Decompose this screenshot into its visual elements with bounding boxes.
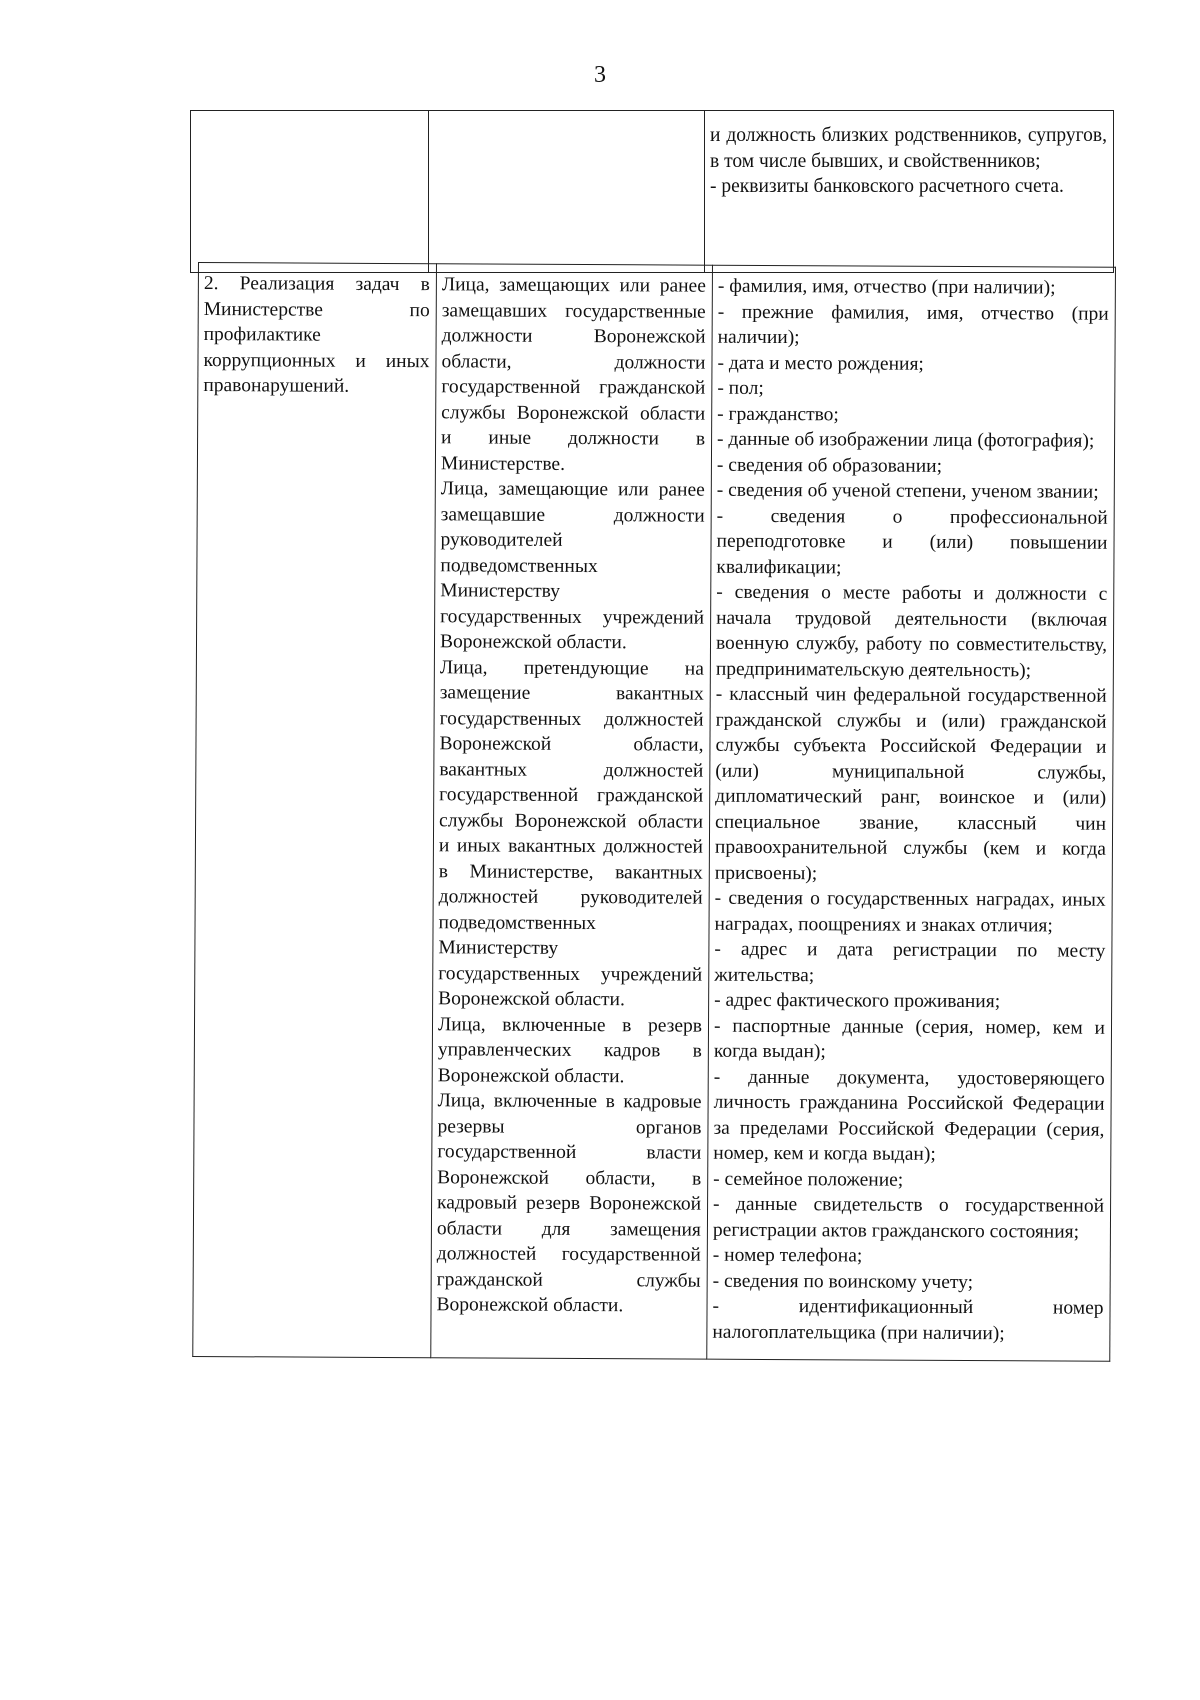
list-item: - реквизиты банковского расчетного счета. xyxy=(710,176,1064,197)
list-item: и должность близких родственников, супругов, в том числе бывших, и свойственников; xyxy=(710,125,1107,172)
list-item: - пол; xyxy=(717,377,764,399)
list-item: - номер телефона; xyxy=(712,1244,863,1267)
cell-purpose xyxy=(193,263,437,1358)
list-item: - адрес и дата регистрации по месту жительства; xyxy=(714,938,1106,986)
cell-subjects-empty xyxy=(429,111,705,273)
list-item: - сведения о государственных наградах, иных наградах, поощрениях и знаках отличия; xyxy=(714,887,1106,936)
subject-item: Лица, замещающие или ранее замещавшие должности руководителей подведомственных Министерству государственных учреждений Воронежской области. xyxy=(439,478,705,654)
list-item: - семейное положение; xyxy=(713,1168,904,1191)
list-item: - сведения об ученой степени, ученом звании; xyxy=(716,479,1099,503)
list-item: - идентификационный номер налогоплательщика (при наличии); xyxy=(712,1295,1104,1344)
list-item: - адрес фактического проживания; xyxy=(714,989,1001,1013)
list-item: - дата и место рождения; xyxy=(717,352,924,375)
list-item: - классный чин федеральной государственной гражданской службы и (или) гражданской службы субъекта Российской Федерации и (или) муниципальной службы, дипломатический ранг, воинское и (или) специальное звание, классный чин правоохранительной службы (кем и когда присвоены); xyxy=(714,683,1107,884)
list-item: - паспортные данные (серия, номер, кем и когда выдан); xyxy=(713,1015,1106,1063)
list-item: - данные свидетельств о государственной регистрации актов гражданского состояния; xyxy=(712,1193,1105,1243)
table-continuation xyxy=(190,110,1114,273)
subject-item: Лица, включенные в резерв управленческих кадров в Воронежской области. xyxy=(437,1013,703,1087)
page-number: 3 xyxy=(594,62,606,88)
cell-data-continued xyxy=(705,111,1114,273)
subject-item: Лица, замещающих или ранее замещавших государственные должности Воронежской области, должности государственной гражданской службы Воронежской области и иные должности в Министерстве. xyxy=(440,274,706,475)
cell-purpose-empty xyxy=(191,111,429,273)
list-item: - фамилия, имя, отчество (при наличии); xyxy=(717,275,1056,299)
purpose-text: 2. Реализация задач в Министерстве по профилактике коррупционных и иных правонарушений. xyxy=(203,273,430,397)
cell-data-list xyxy=(707,265,1116,1361)
list-item: - данные документа, удостоверяющего личность гражданина Российской Федерации за пределами Российской Федерации (серия, номер, кем и когда выдан); xyxy=(713,1066,1105,1165)
table-row xyxy=(193,263,1116,1362)
subject-item: Лица, включенные в кадровые резервы органов государственной власти Воронежской области, в кадровый резерв Воронежской области для замещения должностей государственной гражданской службы Воронежской области. xyxy=(436,1090,702,1317)
list-item: - прежние фамилия, имя, отчество (при наличии); xyxy=(717,301,1109,349)
subject-item: Лица, претендующие на замещение вакантных государственных должностей Воронежской области, вакантных должностей государственной гражданской службы Воронежской области и иных вакантных должностей в Министерстве, вакантных должностей руководителей подведомственных Министерству государственных учреждений Воронежской области. xyxy=(438,656,704,1011)
list-item: - сведения о месте работы и должности с начала трудовой деятельности (включая военную службу, работу по совместительству, предпринимательскую деятельность); xyxy=(715,581,1108,681)
table-row xyxy=(191,111,1114,273)
table-main xyxy=(192,262,1116,1362)
list-item: - данные об изображении лица (фотография); xyxy=(717,428,1095,452)
list-item: - сведения по воинскому учету; xyxy=(712,1270,974,1293)
cell-subjects xyxy=(431,264,713,1359)
list-item: - гражданство; xyxy=(717,403,839,425)
list-item: - сведения об образовании; xyxy=(716,454,943,477)
list-item: - сведения о профессиональной переподготовке и (или) повышении квалификации; xyxy=(716,505,1108,578)
